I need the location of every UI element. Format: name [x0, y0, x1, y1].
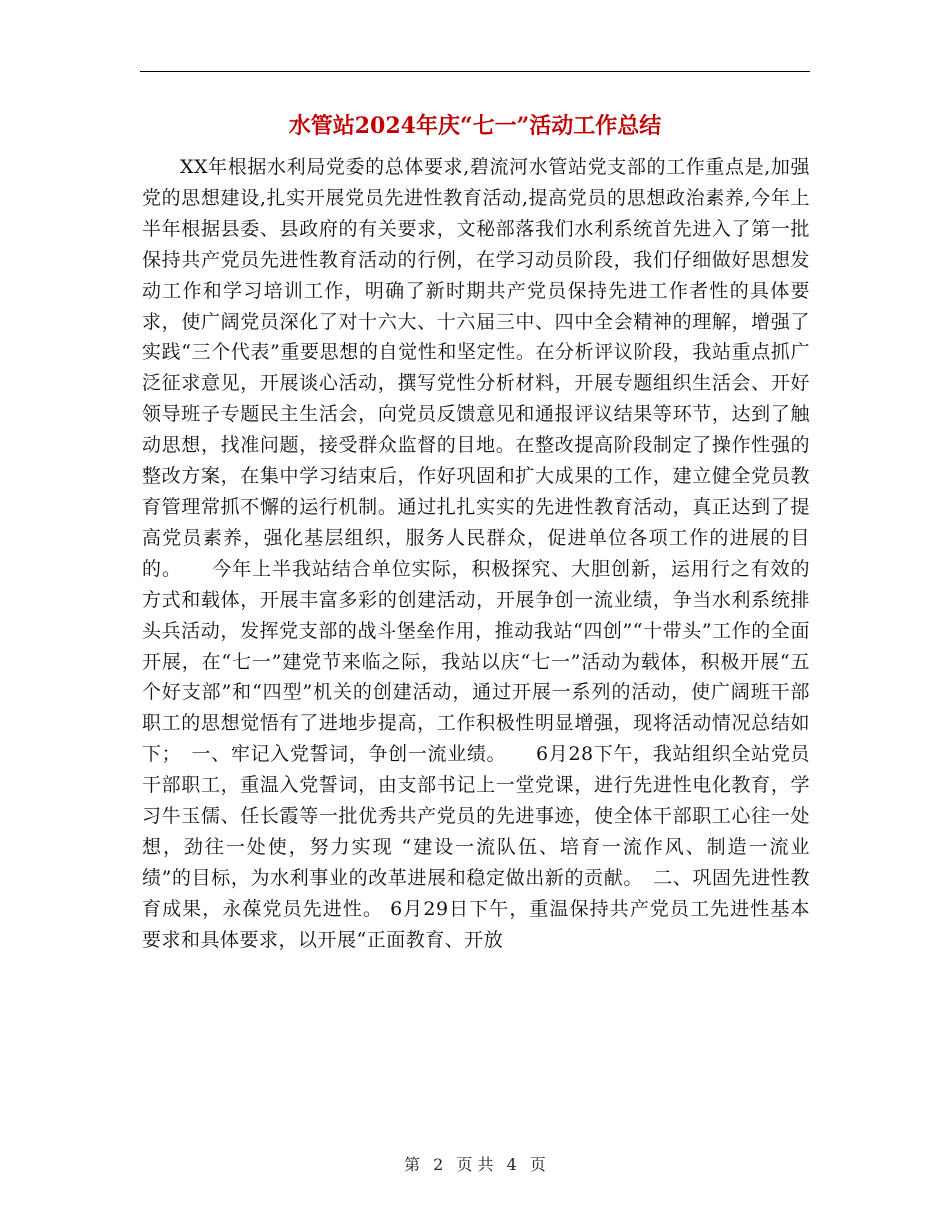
footer-suffix: 页: [529, 1155, 546, 1174]
footer-prefix: 第: [404, 1155, 421, 1174]
footer-current-page: 2: [433, 1155, 444, 1174]
document-body: XX年根据水利局党委的总体要求,碧流河水管站党支部的工作重点是,加强党的思想建设,扎实开展党员先进性教育活动,提高党员的思想政治素养,今年上半年根据县委、县政府的有关要求，文秘部落我们水利系统首先进入了第一批保持共产党员先进性教育活动的行例，在学习动员阶段，我们仔细做好思想发动工作和学习培训工作，明确了新时期共产党员保持先进工作者性的具体要求，使广阔党员深化了对十六大、十六届三中、四中全会精神的理解，增强了实践“三个代表”重要思想的自觉性和坚定性。在分析评议阶段，我站重点抓广泛征求意见，开展谈心活动，撰写党性分析材料，开展专题组织生活会、开好领导班子专题民主生活会，向党员反馈意见和通报评议结果等环节，达到了触动思想，找准问题，接受群众监督的目地。在整改提高阶段制定了操作性强的整改方案，在集中学习结束后，作好巩固和扩大成果的工作，建立健全党员教育管理常抓不懈的运行机制。通过扎扎实实的先进性教育活动，真正达到了提高党员素养，强化基层组织，服务人民群众，促进单位各项工作的进展的目的。 今年上半我站结合单位实际，积极探究、大胆创新，运用行之有效的方式和载体，开展丰富多彩的创建活动，开展争创一流业绩，争当水利系统排头兵活动，发挥党支部的战斗堡垒作用，推动我站“四创”“十带头”工作的全面开展，在“七一”建党节来临之际，我站以庆“七一”活动为载体，积极开展“五个好支部”和“四型”机关的创建活动，通过开展一系列的活动，使广阔班干部职工的思想觉悟有了进地步提高，工作积极性明显增强，现将活动情况总结如下； 一、牢记入党誓词，争创一流业绩。 6月28下午，我站组织全站党员干部职工，重温入党誓词，由支部书记上一堂党课，进行先进性电化教育，学习牛玉儒、任长霞等一批优秀共产党员的先进事迹，使全体干部职工心往一处想，劲往一处使，努力实现 “建设一流队伍、培育一流作风、制造一流业绩”的目标，为水利事业的改革进展和稳定做出新的贡献。 二、巩固先进性教育成果，永葆党员先进性。 6月29日下午，重温保持共产党员工先进性基本要求和具体要求，以开展“正面教育、开放: [142, 156, 810, 951]
document-title: 水管站2024年庆“七一”活动工作总结: [288, 113, 662, 139]
page-footer: [0, 1152, 950, 1175]
footer-total-pages: 4: [506, 1155, 517, 1174]
header-rule: [140, 71, 810, 72]
footer-middle: 页 共: [456, 1155, 494, 1174]
